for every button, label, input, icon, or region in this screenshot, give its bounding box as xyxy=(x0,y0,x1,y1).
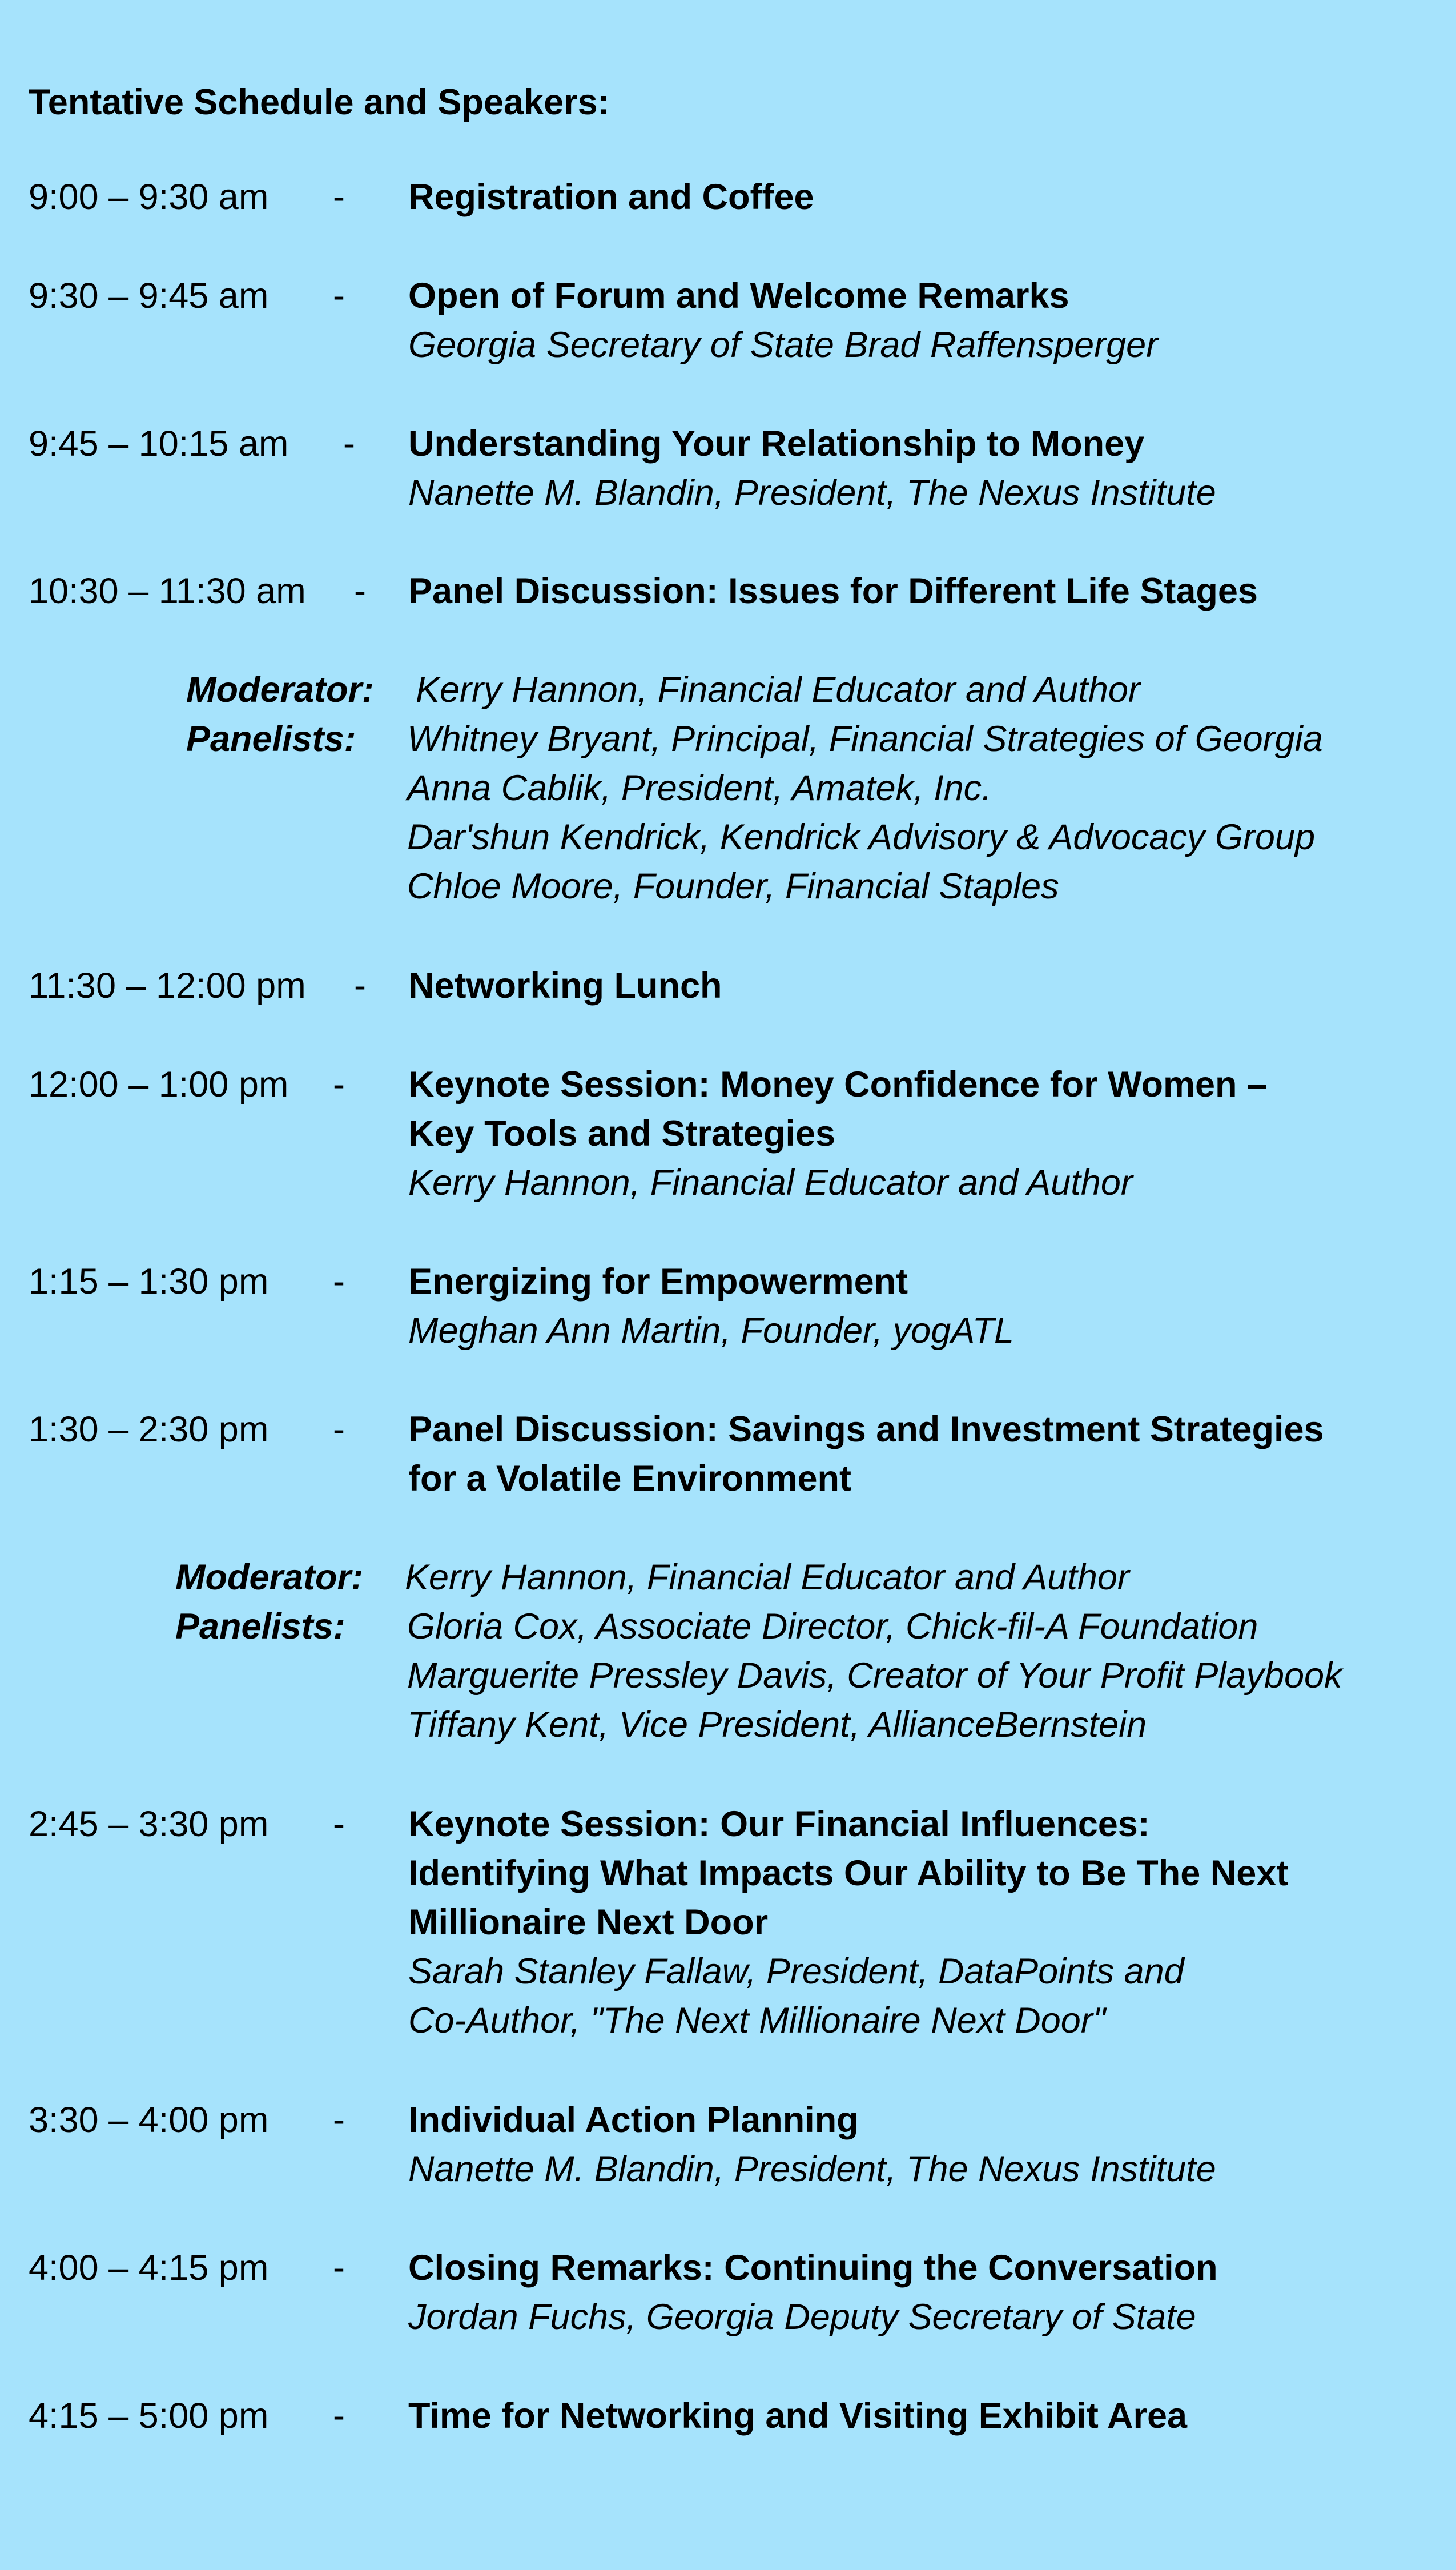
time-separator: - xyxy=(333,1804,345,1844)
session-content xyxy=(408,172,1436,222)
session-content xyxy=(408,271,1436,370)
session-content xyxy=(408,1800,1436,2045)
session-speaker: Nanette M. Blandin, President, The Nexus Institute xyxy=(408,473,1216,513)
panelist-name: Dar'shun Kendrick, Kendrick Advisory & Advocacy Group xyxy=(407,817,1316,857)
moderator-name: Kerry Hannon, Financial Educator and Author xyxy=(405,1557,1129,1597)
session-title: Key Tools and Strategies xyxy=(408,1114,836,1154)
session-speaker: Sarah Stanley Fallaw, President, DataPoints and xyxy=(408,1951,1184,1991)
session-time: 4:15 – 5:00 pm xyxy=(29,2396,269,2436)
session-title: Keynote Session: Money Confidence for Women – xyxy=(408,1065,1268,1105)
panelists-label: Panelists: xyxy=(175,1607,345,1647)
time-separator: - xyxy=(354,571,366,611)
panelist-name: Chloe Moore, Founder, Financial Staples xyxy=(407,866,1059,906)
panelist-name: Anna Cablik, President, Amatek, Inc. xyxy=(407,768,992,808)
moderator-label: Moderator: xyxy=(186,670,374,710)
session-title: Understanding Your Relationship to Money xyxy=(408,424,1145,464)
panelist-name: Whitney Bryant, Principal, Financial Strategies of Georgia xyxy=(407,719,1323,759)
moderator-label: Moderator: xyxy=(175,1557,363,1597)
session-content xyxy=(408,1060,1436,1207)
session-content xyxy=(408,2243,1436,2342)
session-speaker: Nanette M. Blandin, President, The Nexus Institute xyxy=(408,2149,1216,2189)
session-content xyxy=(408,961,1436,1010)
session-title: Open of Forum and Welcome Remarks xyxy=(408,276,1069,316)
time-separator: - xyxy=(333,2100,345,2140)
session-speaker: Jordan Fuchs, Georgia Deputy Secretary of State xyxy=(408,2297,1196,2337)
session-title: Panel Discussion: Issues for Different Life Stages xyxy=(408,571,1258,611)
session-time: 9:45 – 10:15 am xyxy=(29,424,289,464)
session-title: Millionaire Next Door xyxy=(408,1902,769,1942)
session-title: Panel Discussion: Savings and Investment Strategies xyxy=(408,1410,1324,1449)
session-title: Registration and Coffee xyxy=(408,177,814,217)
session-title: for a Volatile Environment xyxy=(408,1459,851,1499)
time-separator: - xyxy=(333,177,345,217)
panelists-label: Panelists: xyxy=(186,719,356,759)
session-time: 1:30 – 2:30 pm xyxy=(29,1410,269,1449)
session-title: Energizing for Empowerment xyxy=(408,1262,908,1302)
moderator-name: Kerry Hannon, Financial Educator and Author xyxy=(416,670,1140,710)
time-separator: - xyxy=(333,1410,345,1449)
session-content xyxy=(408,2391,1436,2440)
session-speaker: Co-Author, "The Next Millionaire Next Door" xyxy=(408,2001,1106,2041)
session-content xyxy=(408,1257,1436,1355)
session-content xyxy=(408,567,1436,616)
session-title: Individual Action Planning xyxy=(408,2100,859,2140)
session-title: Keynote Session: Our Financial Influences: xyxy=(408,1804,1150,1844)
session-time: 2:45 – 3:30 pm xyxy=(29,1804,269,1844)
time-separator: - xyxy=(333,2396,345,2436)
page-heading: Tentative Schedule and Speakers: xyxy=(29,82,610,122)
session-content xyxy=(408,2095,1436,2194)
time-separator: - xyxy=(333,1065,345,1105)
time-separator: - xyxy=(333,2248,345,2288)
session-time: 3:30 – 4:00 pm xyxy=(29,2100,269,2140)
session-time: 9:30 – 9:45 am xyxy=(29,276,269,316)
panelist-name: Tiffany Kent, Vice President, AllianceBernstein xyxy=(407,1705,1147,1745)
session-time: 12:00 – 1:00 pm xyxy=(29,1065,289,1105)
session-title: Networking Lunch xyxy=(408,966,722,1006)
session-speaker: Kerry Hannon, Financial Educator and Author xyxy=(408,1163,1133,1203)
time-separator: - xyxy=(343,424,355,464)
session-speaker: Meghan Ann Martin, Founder, yogATL xyxy=(408,1311,1015,1351)
session-speaker: Georgia Secretary of State Brad Raffensperger xyxy=(408,325,1159,365)
session-time: 11:30 – 12:00 pm xyxy=(29,966,306,1006)
session-title: Time for Networking and Visiting Exhibit Area xyxy=(408,2396,1188,2436)
session-time: 1:15 – 1:30 pm xyxy=(29,1262,269,1302)
time-separator: - xyxy=(333,276,345,316)
session-time: 9:00 – 9:30 am xyxy=(29,177,269,217)
session-title: Identifying What Impacts Our Ability to Be The Next xyxy=(408,1853,1289,1893)
panelist-name: Marguerite Pressley Davis, Creator of Your Profit Playbook xyxy=(407,1656,1342,1696)
session-content xyxy=(408,419,1436,517)
session-content xyxy=(408,1405,1436,1503)
session-time: 4:00 – 4:15 pm xyxy=(29,2248,269,2288)
session-time: 10:30 – 11:30 am xyxy=(29,571,306,611)
time-separator: - xyxy=(333,1262,345,1302)
session-title: Closing Remarks: Continuing the Conversation xyxy=(408,2248,1218,2288)
panelist-name: Gloria Cox, Associate Director, Chick-fil-A Foundation xyxy=(407,1607,1258,1647)
time-separator: - xyxy=(354,966,366,1006)
